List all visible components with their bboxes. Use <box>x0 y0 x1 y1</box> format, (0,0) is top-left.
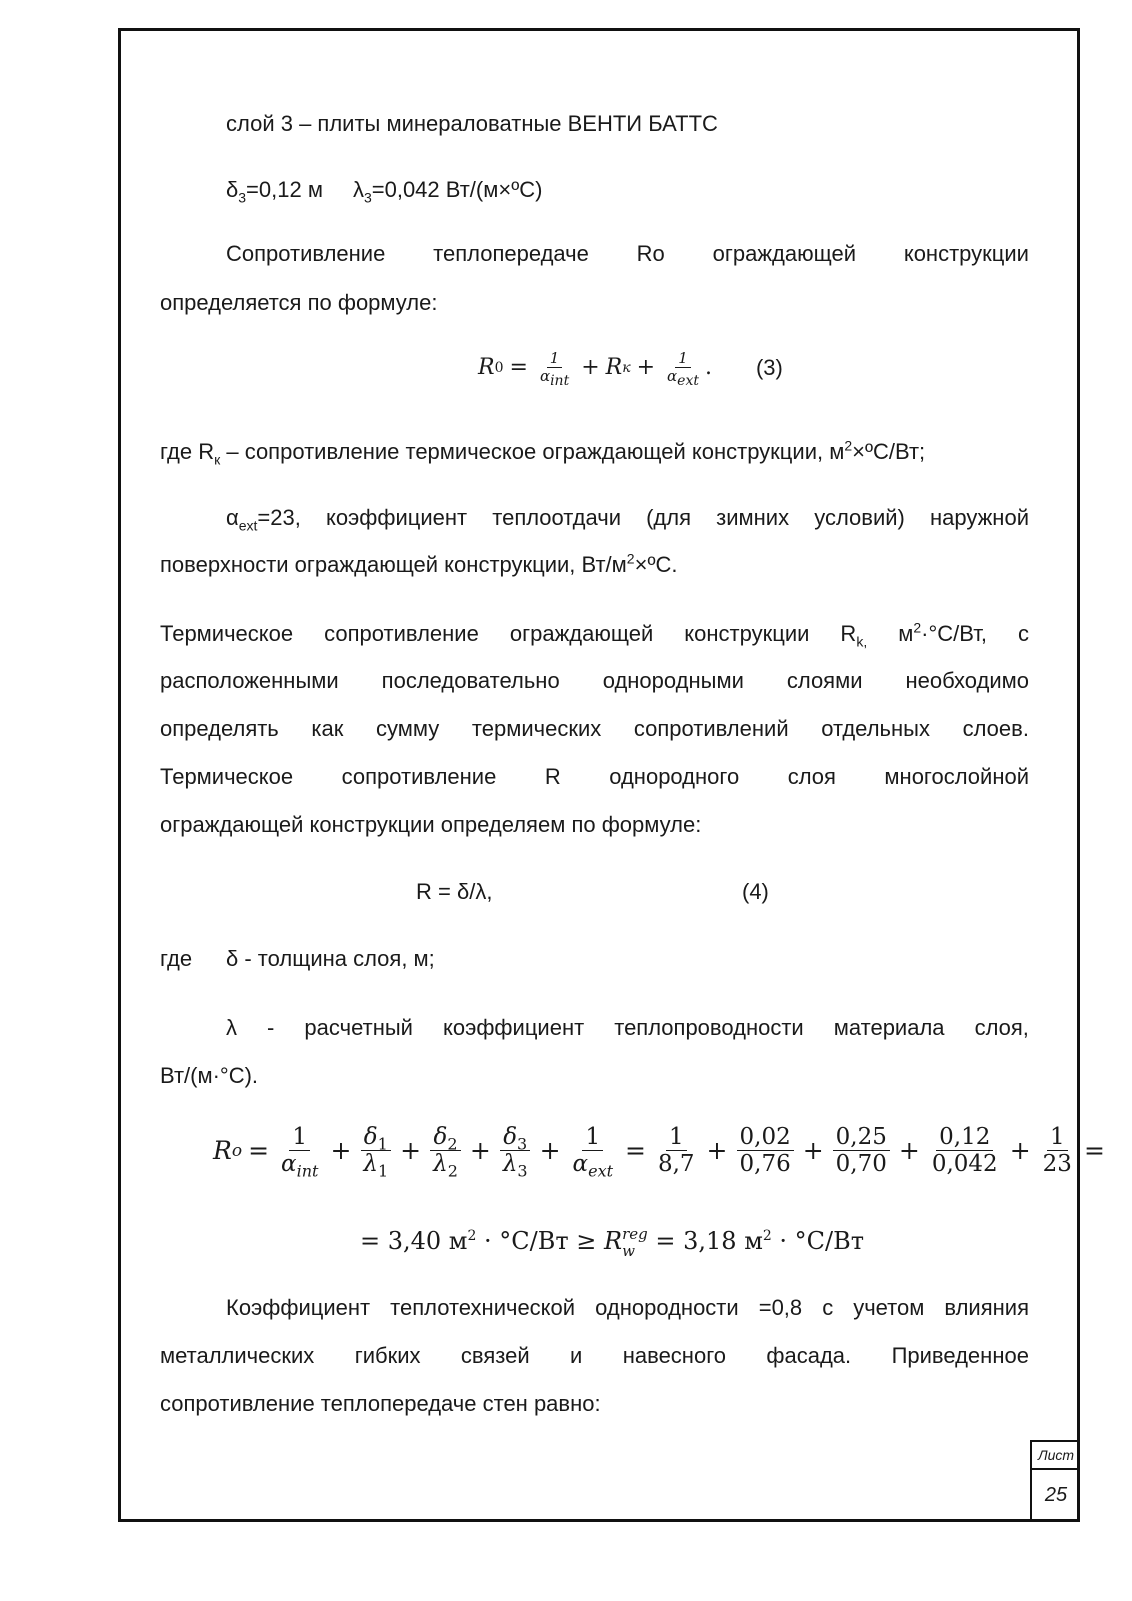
sheet-stamp <box>1030 1440 1080 1522</box>
lambda-def-line2: Вт/(м·°С). <box>160 1063 259 1088</box>
formula-5-result: = 3,40 $м^2 \cdot ^\circ С/Вт \ge R$ reg w = 3,18 $м^2 \cdot ^\circ С/Вт$ <box>360 1225 865 1260</box>
lambda-def-line1: λ - расчетный коэффициент теплопроводности материала слоя, <box>226 1015 1029 1040</box>
alpha-ext-line1: $\alpha_{ext}=23$, коэффициент теплоотдачи (для зимних условий) наружной <box>226 505 1029 534</box>
formula-3-number: (3) <box>755 354 783 380</box>
where-rk: где $R_к$ – сопротивление термическое ограждающей конструкции, $м^2\times ºС/Вт$; <box>160 437 926 468</box>
formula-4: R = δ/λ, <box>416 879 493 904</box>
alpha-ext-line2: поверхности ограждающей конструкции, $Вт/м^2\times ºС$. <box>160 550 678 577</box>
para3-line3: сопротивление теплопередаче стен равно: <box>160 1391 601 1416</box>
para2-line5: ограждающей конструкции определяем по формуле: <box>160 812 702 837</box>
para3-line1: Коэффициент теплотехнической однородности =0,8 с учетом влияния <box>226 1295 1029 1320</box>
para3-line2: металлических гибких связей и навесного фасада. Приведенное <box>160 1343 1029 1368</box>
para2-line4: Термическое сопротивление R однородного слоя многослойной <box>160 764 1029 789</box>
sheet-label: Лист <box>1032 1442 1080 1470</box>
para1-line2: определяется по формуле: <box>160 290 438 315</box>
para1-line1: Сопротивление теплопередаче Ro ограждающей конструкции <box>226 241 1029 266</box>
layer3-params: $\delta_3=0,12$ м $\lambda_3=0,042$ Вт/(м×ºС) <box>226 177 543 206</box>
layer3-title: слой 3 – плиты минераловатные ВЕНТИ БАТТС <box>226 111 718 136</box>
formula-4-number: (4) <box>742 879 769 904</box>
where-delta-word: где <box>160 946 193 971</box>
para2-line1: Термическое сопротивление ограждающей конструкции $R_{k,}$ $м^2\cdot^\circ С/Вт$, с <box>160 619 1029 650</box>
para2-line3: определять как сумму термических сопротивлений отдельных слоев. <box>160 716 1029 741</box>
where-delta-text: δ - толщина слоя, м; <box>226 946 435 971</box>
sheet-number: 25 <box>1044 1483 1068 1506</box>
para2-line2: расположенными последовательно однородными слоями необходимо <box>160 668 1029 693</box>
formula-5: R o = $\frac{1}{\alpha_{int}}$ + $\frac{\delta_1}{\lambda_1}$ + $\frac{\delta_2}{\lambda_2}$ + $\frac{\delta_3}{\lambda_3}$ + $\frac{1}{\alpha_{ext}}$ = $\frac{1}{8,7}$ + $\frac{0,02}{0,76}$ + $\frac{0,25}{0,70}$ + $\frac{0,12}{0,042}$ + $\frac{1}{23}$ = <box>213 1124 1105 1182</box>
formula-3: R 0 = $\frac{1}{\alpha_{int}}$ + R к + $\frac{1}{\alpha_{ext}}$ . (3) <box>478 349 783 390</box>
